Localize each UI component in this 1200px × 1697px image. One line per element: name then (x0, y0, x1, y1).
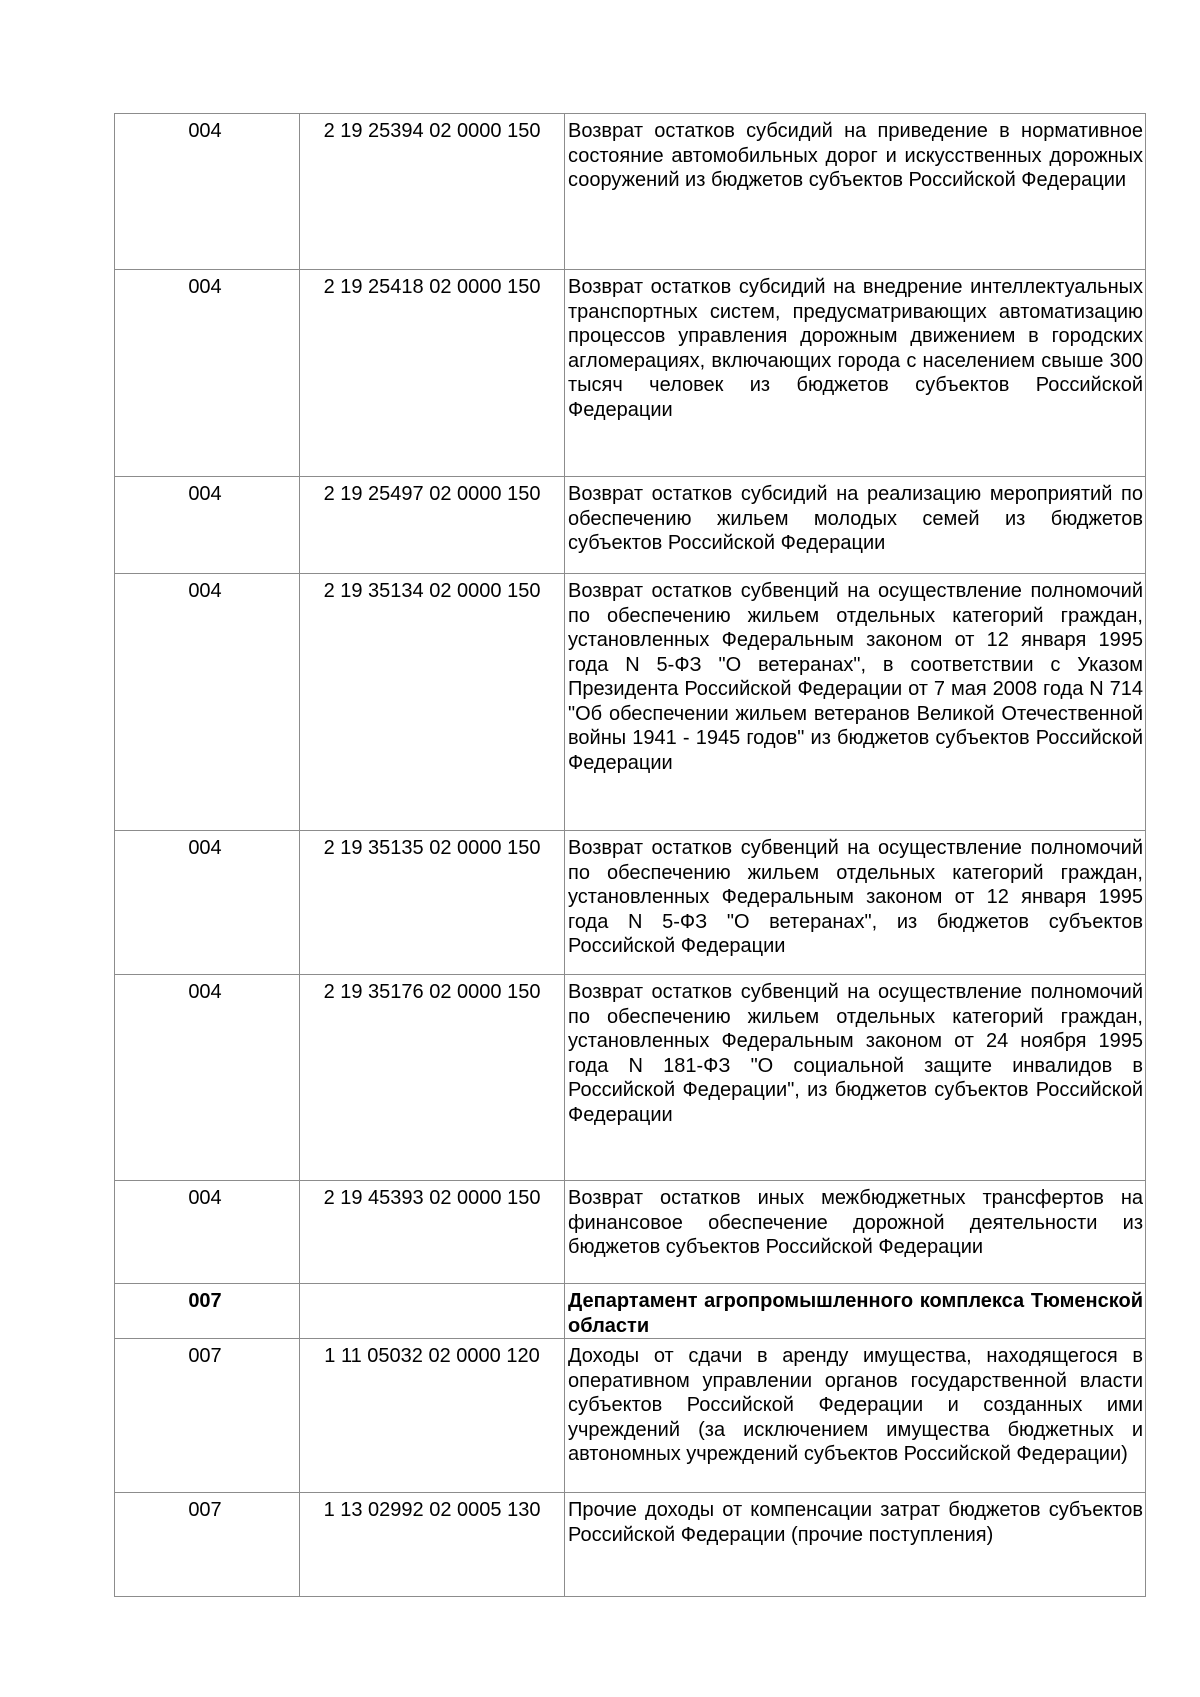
admin-code: 007 (188, 1290, 222, 1312)
description-cell: Доходы от сдачи в аренду имущества, находящегося в оперативном управлении органов государственной власти субъектов Российской Федерации и созданных ими учреждений (за исключением имущества бюджетных и автономных учреждений субъектов Российской Федерации) (565, 1339, 1146, 1493)
description-cell: Возврат остатков субсидий на внедрение интеллектуальных транспортных систем, предусматривающих автоматизацию процессов управления дорожным движением в городских агломерациях, включающих города с населением свыше 300 тысяч человек из бюджетов субъектов Российской Федерации (565, 270, 1146, 477)
kbk-cell: 2 19 35176 02 0000 150 (300, 975, 565, 1181)
admin-code: 004 (188, 580, 222, 602)
admin-code-cell (115, 114, 300, 270)
kbk-cell: 1 13 02992 02 0005 130 (300, 1493, 565, 1597)
admin-code: 004 (188, 1187, 222, 1209)
kbk-cell: 2 19 35134 02 0000 150 (300, 574, 565, 831)
admin-code: 004 (188, 981, 222, 1003)
kbk-cell: 2 19 25394 02 0000 150 (300, 114, 565, 270)
table-row (115, 1181, 1146, 1284)
description-cell: Возврат остатков иных межбюджетных трансфертов на финансовое обеспечение дорожной деятельности из бюджетов субъектов Российской Федерации (565, 1181, 1146, 1284)
kbk-cell: 1 11 05032 02 0000 120 (300, 1339, 565, 1493)
admin-code-cell (115, 1284, 300, 1339)
admin-code: 004 (188, 120, 222, 142)
admin-code: 004 (188, 837, 222, 859)
department-name-cell: Департамент агропромышленного комплекса Тюменской области (565, 1284, 1146, 1339)
kbk-cell: 2 19 25418 02 0000 150 (300, 270, 565, 477)
table-row-department (115, 1284, 1146, 1339)
table-row (115, 1493, 1146, 1597)
admin-code-cell (115, 477, 300, 574)
description-cell: Возврат остатков субвенций на осуществление полномочий по обеспечению жильем отдельных категорий граждан, установленных Федеральным законом от 12 января 1995 года N 5-ФЗ "О ветеранах", из бюджетов субъектов Российской Федерации (565, 831, 1146, 975)
admin-code-cell (115, 574, 300, 831)
description-cell: Прочие доходы от компенсации затрат бюджетов субъектов Российской Федерации (прочие поступления) (565, 1493, 1146, 1597)
revenue-codes-table (114, 113, 1146, 1597)
admin-code: 007 (188, 1345, 222, 1367)
admin-code-cell (115, 1339, 300, 1493)
kbk-cell: 2 19 25497 02 0000 150 (300, 477, 565, 574)
admin-code-cell (115, 975, 300, 1181)
table-row (115, 574, 1146, 831)
admin-code: 004 (188, 276, 222, 298)
kbk-cell: 2 19 45393 02 0000 150 (300, 1181, 565, 1284)
table-row (115, 114, 1146, 270)
admin-code-cell (115, 831, 300, 975)
kbk-cell (300, 1284, 565, 1339)
admin-code: 007 (188, 1499, 222, 1521)
table-row (115, 975, 1146, 1181)
description-cell: Возврат остатков субвенций на осуществление полномочий по обеспечению жильем отдельных категорий граждан, установленных Федеральным законом от 24 ноября 1995 года N 181-ФЗ "О социальной защите инвалидов в Российской Федерации", из бюджетов субъектов Российской Федерации (565, 975, 1146, 1181)
admin-code-cell (115, 270, 300, 477)
table-row (115, 477, 1146, 574)
description-cell: Возврат остатков субсидий на приведение в нормативное состояние автомобильных дорог и искусственных дорожных сооружений из бюджетов субъектов Российской Федерации (565, 114, 1146, 270)
kbk-cell: 2 19 35135 02 0000 150 (300, 831, 565, 975)
admin-code: 004 (188, 483, 222, 505)
table-row (115, 270, 1146, 477)
description-cell: Возврат остатков субсидий на реализацию мероприятий по обеспечению жильем молодых семей из бюджетов субъектов Российской Федерации (565, 477, 1146, 574)
table-row (115, 1339, 1146, 1493)
description-cell: Возврат остатков субвенций на осуществление полномочий по обеспечению жильем отдельных категорий граждан, установленных Федеральным законом от 12 января 1995 года N 5-ФЗ "О ветеранах", в соответствии с Указом Президента Российской Федерации от 7 мая 2008 года N 714 "Об обеспечении жильем ветеранов Великой Отечественной войны 1941 - 1945 годов" из бюджетов субъектов Российской Федерации (565, 574, 1146, 831)
admin-code-cell (115, 1493, 300, 1597)
table-row (115, 831, 1146, 975)
table-body (115, 114, 1146, 1597)
admin-code-cell (115, 1181, 300, 1284)
